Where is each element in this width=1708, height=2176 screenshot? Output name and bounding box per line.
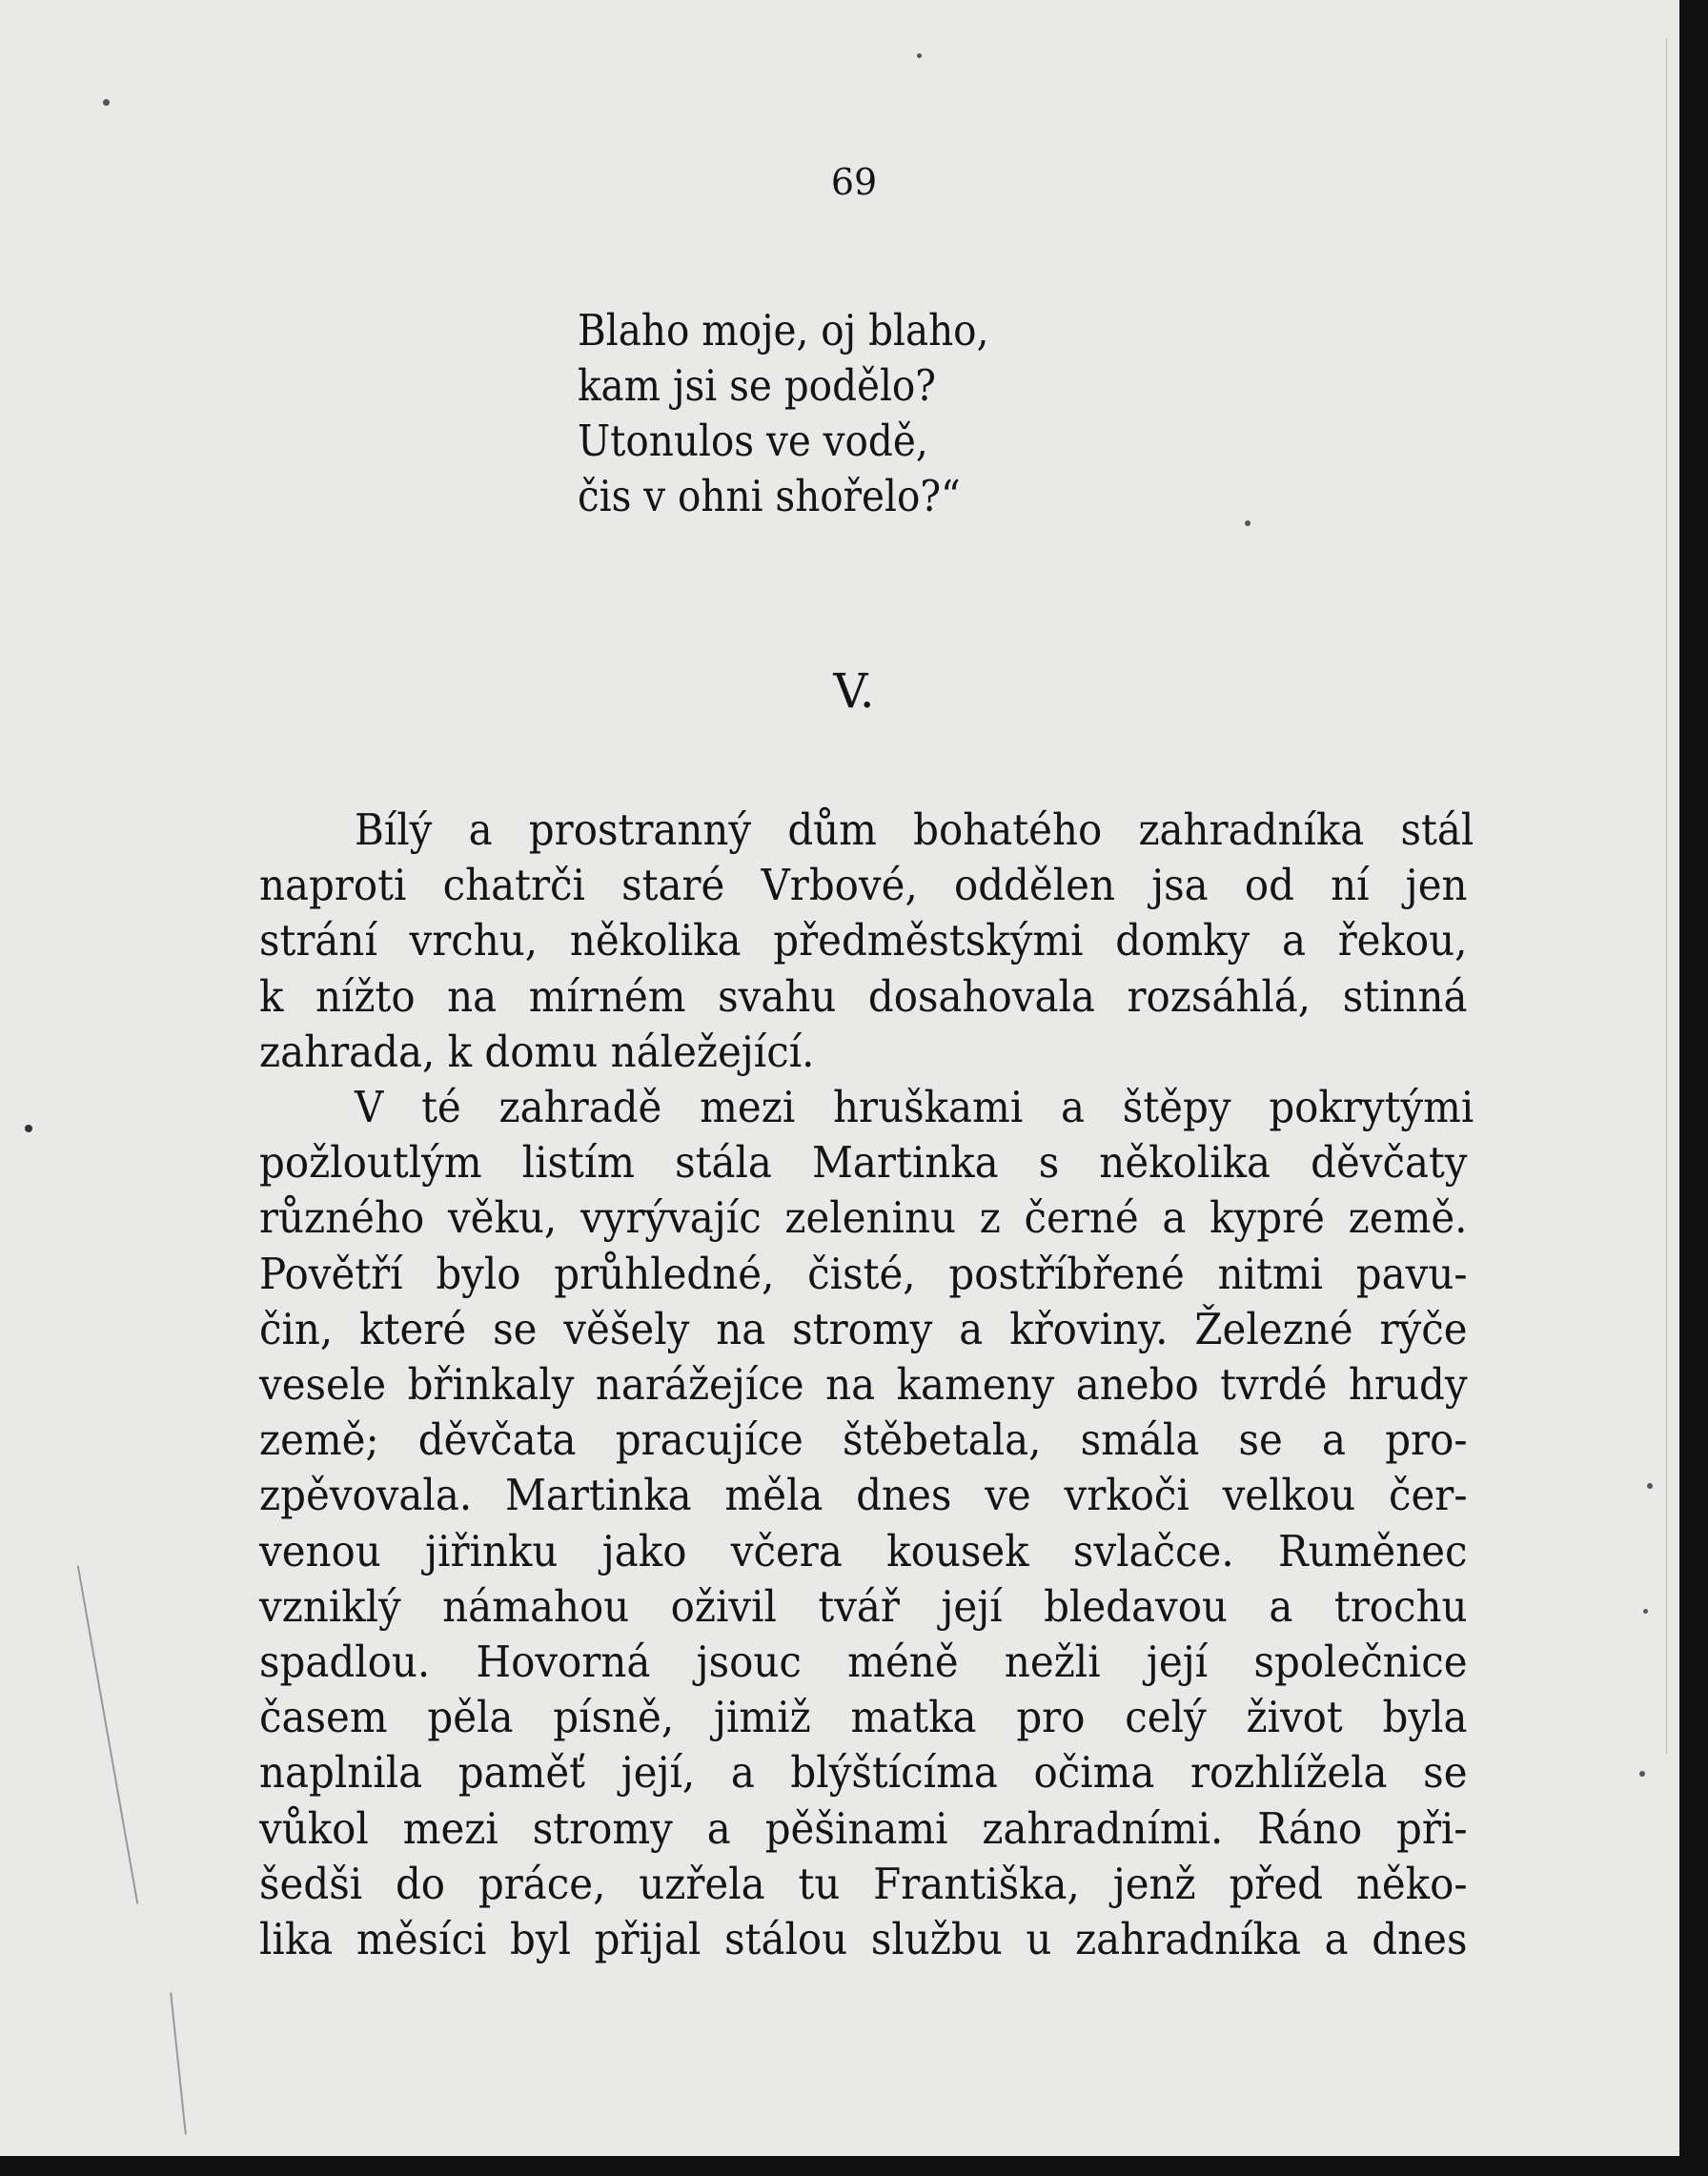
text-line: zahrada, k domu náležející. bbox=[259, 1026, 815, 1077]
scan-smudge bbox=[170, 1992, 187, 2134]
paragraph-1 bbox=[259, 803, 1474, 1080]
page-number: 69 bbox=[830, 161, 878, 203]
scan-border-bottom bbox=[0, 2156, 1708, 2176]
text-line: strání vrchu, několika předměstskými domky a řekou, bbox=[259, 915, 1468, 966]
poem-line: Blaho moje, oj blaho, bbox=[578, 305, 989, 356]
text-line: šedši do práce, uzřela tu Františka, jenž před něko- bbox=[259, 1858, 1468, 1909]
scan-smudge bbox=[77, 1566, 138, 1904]
text-line: časem pěla písně, jimiž matka pro celý život byla bbox=[259, 1692, 1468, 1743]
text-line: Bílý a prostranný dům bohatého zahradníka stál bbox=[355, 804, 1474, 855]
scan-smudge bbox=[1666, 38, 1667, 1754]
text-line: vesele břinkaly narážejíce na kameny anebo tvrdé hrudy bbox=[259, 1359, 1468, 1411]
scan-speck bbox=[1643, 1609, 1648, 1614]
poem-line: kam jsi se podělo? bbox=[578, 360, 937, 411]
scan-speck bbox=[103, 99, 110, 106]
text-line: naplnila paměť její, a blýštícíma očima rozhlížela se bbox=[259, 1747, 1468, 1799]
text-line: Povětří bylo průhledné, čisté, postříbřené nitmi pavu- bbox=[259, 1248, 1468, 1299]
scan-speck bbox=[1647, 1483, 1653, 1489]
text-line: vzniklý námahou oživil tvář její bledavou a trochu bbox=[259, 1580, 1468, 1632]
text-line: naproti chatrči staré Vrbové, oddělen jsa od ní jen bbox=[259, 860, 1468, 911]
text-line: V té zahradě mezi hruškami a štěpy pokrytými bbox=[355, 1082, 1474, 1133]
poem-stanza bbox=[578, 303, 1034, 524]
scan-speck bbox=[1639, 1771, 1645, 1777]
poem-line: Utonulos ve vodě, bbox=[578, 416, 928, 466]
text-line: čin, které se věšely na stromy a křoviny. Železné rýče bbox=[259, 1303, 1468, 1354]
text-line: lika měsíci byl přijal stálou službu u zahradníka a dnes bbox=[259, 1914, 1468, 1965]
scan-speck bbox=[917, 53, 922, 58]
scan-border-right bbox=[1679, 0, 1708, 2176]
text-line: k nížto na mírném svahu dosahovala rozsáhlá, stinná bbox=[259, 970, 1468, 1022]
text-line: země; děvčata pracujíce štěbetala, smála se a pro- bbox=[259, 1414, 1468, 1466]
text-line: požloutlým listím stála Martinka s několika děvčaty bbox=[259, 1137, 1468, 1189]
text-line: různého věku, vyrývajíc zeleninu z černé a kypré země. bbox=[259, 1192, 1468, 1244]
text-line: zpěvovala. Martinka měla dnes ve vrkoči velkou čer- bbox=[259, 1470, 1468, 1521]
poem-line: čis v ohni shořelo?“ bbox=[578, 471, 961, 521]
text-line: venou jiřinku jako včera kousek svlačce. Ruměnec bbox=[259, 1525, 1468, 1576]
text-line: vůkol mezi stromy a pěšinami zahradními. Ráno při- bbox=[259, 1802, 1468, 1854]
paragraph-2 bbox=[259, 1080, 1474, 1967]
text-line: spadlou. Hovorná jsouc méně nežli její společnice bbox=[259, 1637, 1468, 1688]
scan-speck bbox=[1245, 520, 1250, 526]
chapter-heading: V. bbox=[833, 663, 875, 719]
scan-speck bbox=[25, 1125, 32, 1132]
chapter-body bbox=[259, 803, 1474, 1967]
